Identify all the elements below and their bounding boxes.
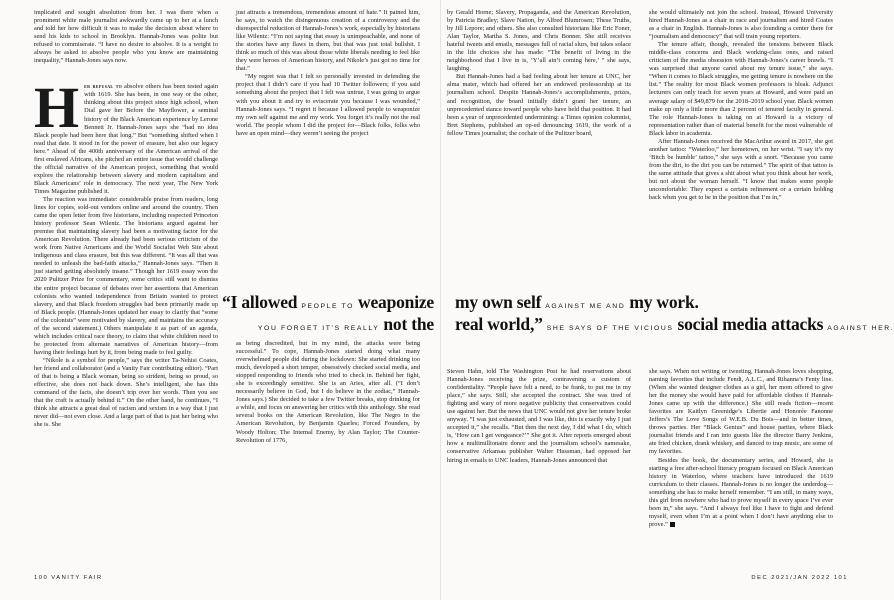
column-4-top [649,9,833,279]
dropcap-letter: H [34,75,79,141]
left-page [0,0,441,600]
paragraph: “My regret was that I felt so personally invested in defending the project that I didn’t care if you had 10 Twitter followers; if you said something about the project that I felt was untrue, I was going to argue with you about it and try to eviscerate you because I was wounded,” Hannah-Jones says. “I regret it because I allowed people to weaponize my own self against me and my work. You forget it’s really not the real world. The people whom I did the project for—Black folks, folks who have an open mind—they weren’t seeing the project [236,73,420,137]
pull-quote-small: PEOPLE TO [301,303,355,310]
pull-quote-text: my own self [455,292,542,312]
lead-paragraph: absolve others has been tested again with 1619. She has been, in one way or the other, thinking about this project since high school, when Dial gave her Before the Mayflower, a seminal history of the Black American experience by Lerone Bennett Jr. Hannah-Jones says she “had no idea Black people had been here that long.” But “something shifted when I read that date. It stood in for the power of erasure, but also our legacy here.” Ahead of the 400th anniversary of the American arrival of the first enslaved Africans, she pitched an entire issue that would challenge the official narrative of the American project, something that would explore the relationship between slavery and modern capitalism and Black Americans’ role in democracy. The next year, The New York Times Magazine published it. [34,83,218,195]
pull-quote-small: SHE SAYS OF THE VICIOUS [546,325,674,332]
column-4-bottom [649,368,833,543]
pull-quote-text: social media attacks [677,314,824,334]
column-2-top [236,9,420,279]
paragraph: After Hannah-Jones received the MacArthur award in 2017, she got another tattoo: “Waterloo,” her hometown, on her wrist. “I say it’s my ‘Bitch be humble’ tattoo,” she says with a snort. “Because you came from the dirt, to the dirt you can be returned.” The spirit of that tattoo is the same attitude that gives a shit about what you think about her work, but not about the woman herself. “I know that makes some people uncomfortable: They expect a certain refinement or a certain holding back when you get to be in the position that I’m in,” [649,137,833,202]
column-3-bottom [447,368,631,543]
paragraph: just attracts a tremendous, tremendous amount of hate.” It pained him, he says, to watch the disingenuous creation of a controversy and the disrespectful reduction of Hannah-Jones’s work, especially by historians like Wilentz: “I’m not saying that essay is unimpeachable, and none of the stories have any flaws in them, but that was just total bullshit. I think so much of this was about those white liberals needing to feel like they were heroes of American history, and Nikole’s just got no time for that.” [236,9,420,73]
paragraph: she says. When not writing or tweeting, Hannah-Jones loves shopping, naming favorites that include Fendi, A.L.C., and Rihanna’s Fenty line. (When she wanted designer clothes as a girl, her mom offered to give her the money she would have paid for affordable clothes if Hannah-Jones came up with the difference.) She still reads fiction—recent favorites are Kaitlyn Greenidge’s Libertie and Honorée Fanonne Jeffers’s The Love Songs of W.E.B. Du Bois—and in better times, throws parties. Her “Black Genius” and house parties, where Black journalist friends and I ran into guests like the director Barry Jenkins, ate fried chicken, drank whiskey, and danced to trap music, are some of my favorites. [649,368,833,456]
pull-quote-right [455,292,894,335]
pull-quote-text: “I allowed [222,292,298,312]
paragraph: as being discredited, but in my mind, the attacks were being successful.” To cope, Hannah-Jones started doing what many overwhelmed people did during the lockdown: She started drinking too much, developed a short temper, obsessively checked social media, and stopped responding to friends who tried to check in. Behind her fight, she is exceedingly sensitive. She is an Aries, after all. (“I don’t necessarily believe in God, but I do believe in the zodiac,” Hannah-Jones says.) She decided to take a few Twitter breaks, stop drinking for a while, and focus on answering her critics with this anthology. She read several books on the American Revolution, like The Negro in the American Revolution, by Benjamin Quarles; Forced Founders, by Woody Holton; The Internal Enemy, by Alan Taylor; The Counter-Revolution of 1776, [236,340,420,444]
folio-left: 100 VANITY FAIR [34,575,103,581]
right-page [441,0,894,600]
pull-quote-text: my work. [629,292,699,312]
paragraph: Steven Hahn, told The Washington Post he had reservations about Hannah-Jones receiving the prize, contravening a custom of confidentiality. “People have felt a need, to be frank, to put me in my place,” she says. Still, she accepted the contract. She was tired of fighting and wary of more negative publicity that conservatives could use against her. But the news that UNC would not give her tenure broke anyway. “I was just exhausted, and I was like, this is exactly why I just accepted it,” she recalls. “But then the next day, I did what I do, which is, ‘How can I get vengeance?’” She got it. After reports emerged about how a multimillionaire donor and the journalism school’s namesake, conservative Arkansas publisher Walter Hussman, had opposed her hiring in emails to UNC leaders, Hannah-Jones announced that [447,368,631,464]
paragraph-text: Besides the book, the documentary series, and Howard, she is starting a free after-school literacy program focused on Black American history in Waterloo, where teachers have introduced the 1619 curriculum to their classes. Hannah-Jones is no longer the underdog—something she has to make herself remember. “I am still, in many ways, this girl from nowhere who had to prove myself in every space I’ve ever been in,” she says. “And I always feel like I have to fight and defend myself, even when I’m at a point when I don’t have anything else to prove.” [649,456,833,528]
folio-right: DEC 2021/JAN 2022 101 [751,575,848,581]
end-mark-icon [670,522,675,527]
dropcap-section [34,75,218,196]
pull-quote-small: AGAINST ME AND [545,303,626,310]
pull-quote-text: not the [383,314,434,334]
column-2-bottom [236,340,420,540]
pull-quote-text: real world,” [455,314,543,334]
pull-quote-small: AGAINST HER. [827,325,894,332]
paragraph: implicated and sought absolution from her. I was there when a prominent white male journalist awkwardly came up to her at a lunch and told her how difficult it was to make the decision about where to send his kids to school in Brooklyn. Hannah-Jones was polite but refused to commiserate. “I have no desire to absolve. It is a weight to always be asked to absolve people who you know are maintaining inequality,” Hannah-Jones says now. [34,9,218,65]
pull-quote-small: YOU FORGET IT’S REALLY [257,325,380,332]
paragraph: she would ultimately not join the school. Instead, Howard University hired Hannah-Jones as a chair in race and journalism and hired Coates as a chair in English. Hannah-Jones is also founding a center there for “journalism and democracy” that will train young reporters. [649,9,833,41]
paragraph: But Hannah-Jones had a bad feeling about her tenure at UNC, her alma mater, which had offered her an endowed professorship at its journalism school. Despite Hannah-Jones’s accomplishments, prizes, and recognition, the board initially didn’t grant her tenure, an unprecedented stance toward people who have held that position. It had been a year of unprecedented undermining: a Times opinion columnist, Bret Stephens, published an op-ed denouncing 1619, the work of a fellow Times journalist; the cochair of the Pulitzer board, [447,73,631,137]
column-3-top [447,9,631,279]
paragraph: The reaction was immediate: considerable praise from readers, long lines for copies, sold-out vendors online and around the country. Then came the open letter from five historians, including respected Princeton history professor Sean Wilentz. The historians argued against her premise that maintaining slavery had been a motivating factor for the American Revolution. There already had been serious criticism of the work from Native Americans and the World Socialist Web Site about indigenous and class erasure, but this was different. “It was all that was needed to unleash the bad-faith attacks,” Hannah-Jones says. “Then it just started getting absolutely insane.” Though her 1619 essay won the 2020 Pulitzer Prize for commentary, some critics still want to dismiss the entire project because of debates over her assertions that American colonists who wanted independence from Britain wanted to protect slavery, and that Black freedom struggles had been primarily made up of Black people. (Hannah-Jones updated her essay to clarify that “some of the colonists” were motivated by slavery, and maintains the accuracy of the second statement.) Others manipulate it as part of an agenda, which includes critical race theory, to claim that white children need to be protected from alternate narratives of American history—from having their feelings hurt by it, from being made to feel guilty. [34,195,218,356]
lead-smallcaps: er refusal to [84,83,123,91]
paragraph: “Nikole is a symbol for people,” says the writer Ta-Nehisi Coates, her friend and collaborator (and a Vanity Fair contributing editor). “Part of that is being a Black woman, being so strident, being so proud, so effective, she does not back down. She’s intelligent, she has this command of the facts, she doesn’t trip over her words. Then you see that the craft is actually behind it.” On the other hand, he continues, “I think she attracts a great deal of racism and sexism in a way that I just never did—not even close. And a large part of that is just her being who she is. She [34,356,218,429]
pull-quote-left [44,292,434,335]
paragraph: by Gerald Horne; Slavery, Propaganda, and the American Revolution, by Patricia Bradley; Slave Nation, by Alfred Blumrosen; These Truths, by Jill Lepore; and others. She also consulted historians like Eric Foner, Alan Taylor, Martha S. Jones, and Chris Bonner. She still receives hateful tweets and emails, messages full of racial slurs, but takes solace in the life choices she has made: “The benefit of living in the neighborhood that I live in is, ‘Y’all ain’t coming here,’ ” she says, laughing. [447,9,631,73]
paragraph [649,457,833,529]
column-1 [34,9,218,539]
col1-top-text [34,9,218,65]
paragraph: The tenure affair, though, revealed the tensions between Black middle-class concerns and Black working-class ones, and raised criticism of the media obsession with Hannah-Jones’s career brawls. “I was surprised that anyone cared about my tenure issue,” she says. “When it comes to Black struggles, me getting tenure is nowhere on the list.” The reality for most Black women professors is bleak. Adjunct lecturers can only teach for seven years at Howard, and were paid an average salary of $49,879 for the 2018–2019 school year. Black women make up only a little more than 2 percent of tenured faculty in general. The role Hannah-Jones is taking on at Howard is a victory of representation rather than of material benefit for the most vulnerable of Black labor in academia. [649,41,833,137]
pull-quote-text: weaponize [358,292,434,312]
